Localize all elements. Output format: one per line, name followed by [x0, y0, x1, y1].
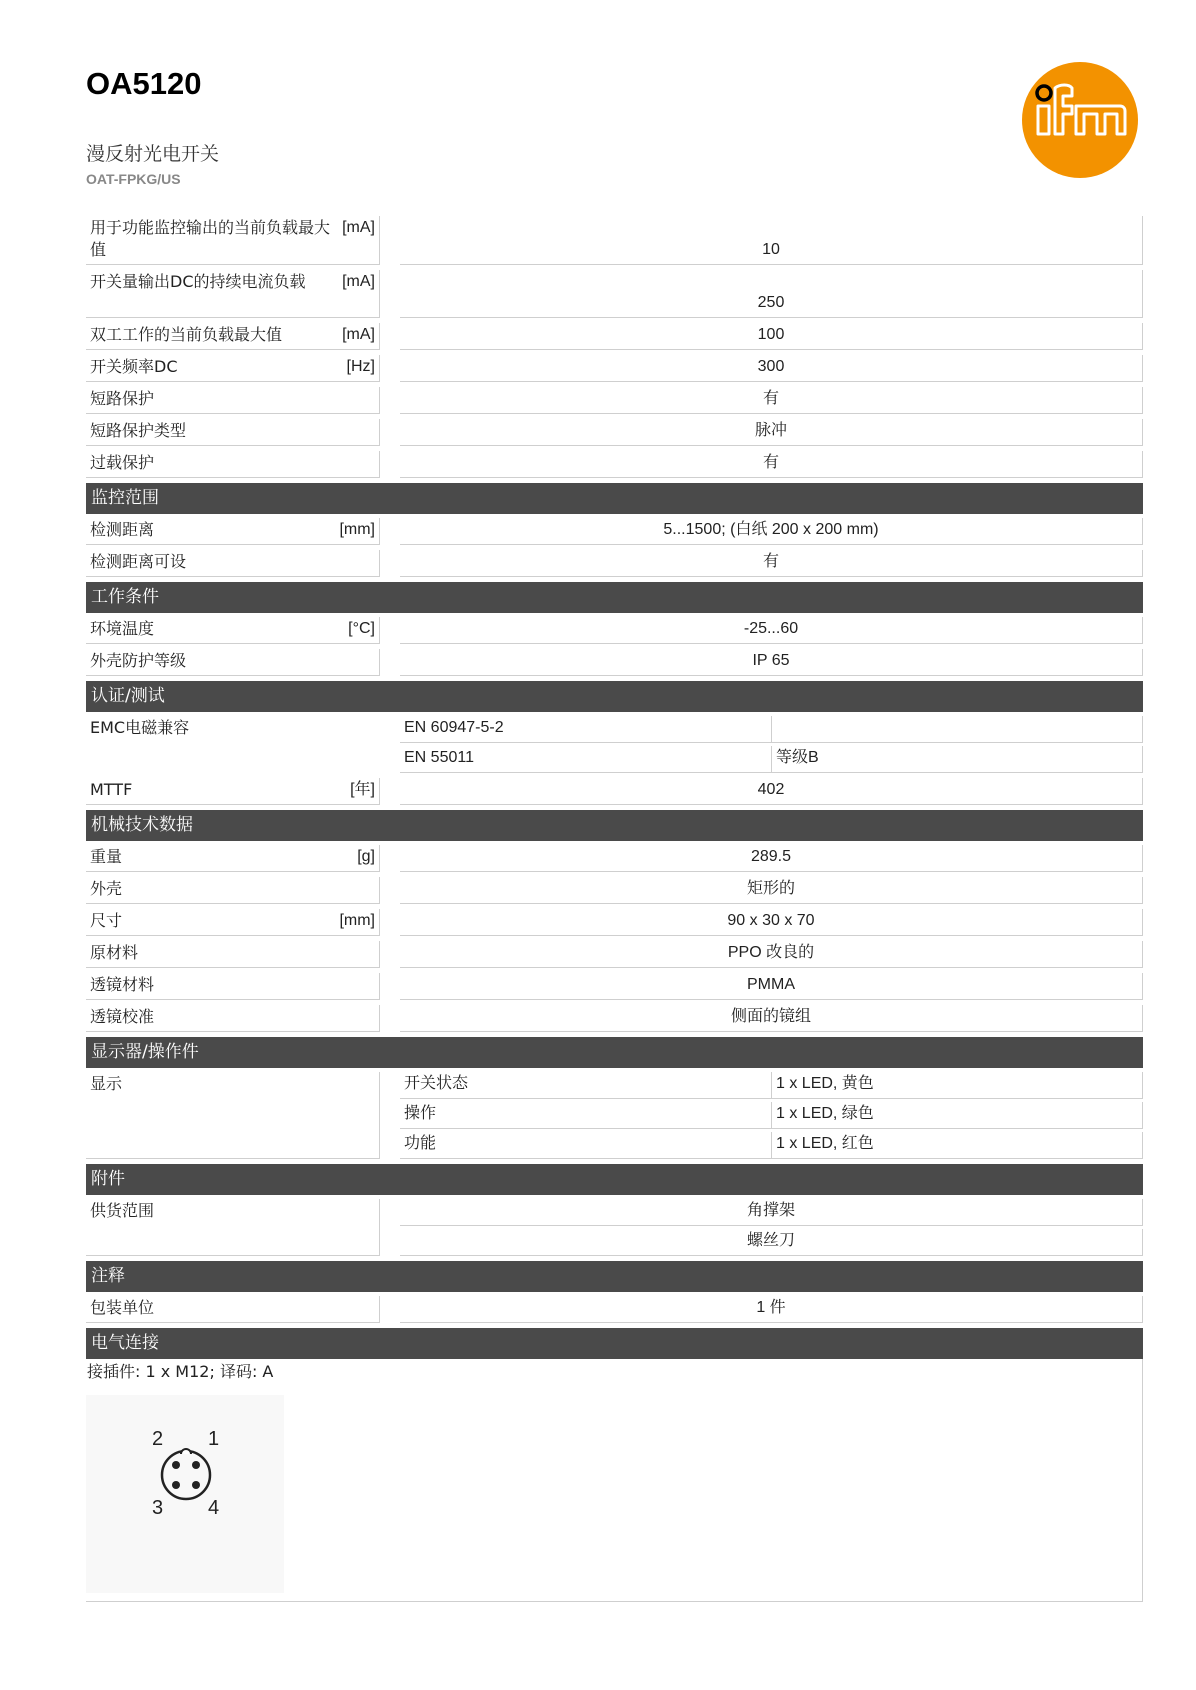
spec-value: 有: [400, 387, 1143, 414]
spec-row: [86, 451, 1143, 478]
emc-detail: [772, 716, 1143, 743]
spec-label-cell: [86, 716, 380, 773]
spec-label: 短路保护: [90, 389, 155, 408]
spec-unit: [mm]: [339, 912, 375, 929]
section-header-connection: 电气连接: [86, 1328, 1143, 1359]
spec-label-cell: [86, 550, 380, 577]
display-item-value: 1 x LED, 黄色: [772, 1072, 1143, 1099]
emc-standards: [400, 716, 1143, 773]
spec-label-cell: [86, 216, 380, 265]
display-item-row: [400, 1132, 1143, 1159]
spec-label: 双工工作的当前负载最大值: [90, 325, 283, 344]
spec-label-cell: [86, 355, 380, 382]
pin-3-label: 3: [152, 1497, 164, 1519]
spec-label: 外壳: [90, 879, 123, 898]
spec-label: 环境温度: [90, 619, 155, 638]
spec-label-cell: [86, 649, 380, 676]
pin-2-dot: [172, 1461, 180, 1469]
section-header-accessories: 附件: [86, 1164, 1143, 1195]
spec-value: 90 x 30 x 70: [400, 909, 1143, 936]
spec-value: PPO 改良的: [400, 941, 1143, 968]
spec-label-cell: [86, 617, 380, 644]
spec-row: [86, 270, 1143, 318]
spec-label-cell: [86, 973, 380, 1000]
spec-label: 过载保护: [90, 453, 155, 472]
spec-label: 外壳防护等级: [90, 651, 187, 670]
spec-label: 供货范围: [90, 1201, 155, 1220]
spec-label-cell: [86, 778, 380, 805]
spec-label: 显示: [90, 1074, 123, 1093]
spec-label: 开关量输出DC的持续电流负载: [90, 272, 306, 291]
display-item-name: 操作: [400, 1102, 772, 1129]
display-items: [400, 1072, 1143, 1159]
ifm-logo: [1022, 62, 1138, 182]
spec-value: 250: [400, 270, 1143, 318]
spec-value: PMMA: [400, 973, 1143, 1000]
accessory-row: [400, 1199, 1143, 1226]
product-code: OAT-FPKG/US: [86, 171, 181, 187]
spec-label: 尺寸: [90, 911, 123, 930]
spec-table: [86, 216, 1143, 1602]
spec-label-cell: [86, 518, 380, 545]
spec-row: [86, 550, 1143, 577]
spec-label-cell: [86, 451, 380, 478]
coding-key: [181, 1449, 191, 1454]
spec-label-cell: [86, 1072, 380, 1159]
section-header-range: 监控范围: [86, 483, 1143, 514]
product-description: 漫反射光电开关: [86, 143, 220, 165]
display-item-value: 1 x LED, 红色: [772, 1132, 1143, 1159]
spec-label-cell: [86, 1199, 380, 1256]
pin-4-dot: [192, 1481, 200, 1489]
emc-standard-row: [400, 746, 1143, 773]
spec-label: 透镜校准: [90, 1007, 155, 1026]
spec-value: 300: [400, 355, 1143, 382]
section-header-display: 显示器/操作件: [86, 1037, 1143, 1068]
pin-1-label: 1: [208, 1428, 220, 1450]
spec-row: [86, 649, 1143, 676]
spec-value: IP 65: [400, 649, 1143, 676]
m12-pinout-diagram: [136, 1425, 236, 1525]
section-header-approvals: 认证/测试: [86, 681, 1143, 712]
accessory-items: [400, 1199, 1143, 1256]
spec-row-accessories: [86, 1199, 1143, 1256]
section-header-remarks: 注释: [86, 1261, 1143, 1292]
spec-unit: [mA]: [342, 219, 375, 236]
display-item-value: 1 x LED, 绿色: [772, 1102, 1143, 1129]
spec-row: [86, 1296, 1143, 1323]
spec-value: 100: [400, 323, 1143, 350]
spec-unit: [mm]: [339, 521, 375, 538]
spec-label: EMC电磁兼容: [90, 718, 190, 737]
spec-row: [86, 909, 1143, 936]
section-header-mechanical: 机械技术数据: [86, 810, 1143, 841]
spec-label: 重量: [90, 847, 123, 866]
spec-value: -25...60: [400, 617, 1143, 644]
display-item-name: 功能: [400, 1132, 772, 1159]
spec-value: 矩形的: [400, 877, 1143, 904]
spec-label-cell: [86, 1296, 380, 1323]
spec-row-display: [86, 1072, 1143, 1159]
connector-outline: [162, 1451, 210, 1499]
pin-1-dot: [192, 1461, 200, 1469]
spec-row: [86, 355, 1143, 382]
spec-label: 开关频率DC: [90, 357, 178, 376]
spec-label-cell: [86, 270, 380, 318]
spec-row: [86, 518, 1143, 545]
spec-value: 1 件: [400, 1296, 1143, 1323]
spec-row: [86, 323, 1143, 350]
product-title: OA5120: [86, 66, 202, 101]
spec-label-cell: [86, 941, 380, 968]
section-header-conditions: 工作条件: [86, 582, 1143, 613]
display-item-row: [400, 1102, 1143, 1129]
spec-label: 原材料: [90, 943, 139, 962]
spec-label: 包装单位: [90, 1298, 155, 1317]
spec-row: [86, 387, 1143, 414]
spec-row: [86, 877, 1143, 904]
spec-label-cell: [86, 909, 380, 936]
spec-unit: [mA]: [342, 273, 375, 290]
emc-detail: 等级B: [772, 746, 1143, 773]
emc-standard: EN 55011: [400, 746, 772, 773]
accessory-item: 螺丝刀: [400, 1229, 1143, 1256]
spec-label-cell: [86, 1005, 380, 1032]
emc-standard: EN 60947-5-2: [400, 716, 772, 743]
spec-value: 10: [400, 216, 1143, 265]
spec-unit: [年]: [350, 781, 375, 798]
spec-row: [86, 419, 1143, 446]
spec-row: [86, 941, 1143, 968]
connector-description: 接插件: 1 x M12; 译码: A: [87, 1362, 274, 1381]
spec-label: MTTF: [90, 780, 133, 799]
spec-label: 检测距离可设: [90, 552, 187, 571]
spec-row: [86, 973, 1143, 1000]
spec-row: [86, 216, 1143, 265]
spec-label: 检测距离: [90, 520, 155, 539]
spec-unit: [Hz]: [346, 358, 375, 375]
spec-row: [86, 617, 1143, 644]
spec-row: [86, 778, 1143, 805]
pin-4-label: 4: [208, 1497, 220, 1519]
spec-value: 脉冲: [400, 419, 1143, 446]
pin-3-dot: [172, 1481, 180, 1489]
emc-standard-row: [400, 716, 1143, 743]
spec-label: 用于功能监控输出的当前负载最大值: [90, 218, 331, 259]
spec-value: 有: [400, 550, 1143, 577]
connection-block: [86, 1359, 1143, 1602]
spec-label-cell: [86, 419, 380, 446]
spec-value: 5...1500; (白纸 200 x 200 mm): [400, 518, 1143, 545]
spec-row-emc: [86, 716, 1143, 773]
spec-value: 289.5: [400, 845, 1143, 872]
spec-value: 有: [400, 451, 1143, 478]
spec-label: 透镜材料: [90, 975, 155, 994]
spec-unit: [°C]: [348, 620, 375, 637]
spec-value: 侧面的镜组: [400, 1005, 1143, 1032]
accessory-item: 角撑架: [400, 1199, 1143, 1226]
spec-label: 短路保护类型: [90, 421, 187, 440]
pin-2-label: 2: [152, 1428, 164, 1450]
spec-label-cell: [86, 877, 380, 904]
spec-row: [86, 1005, 1143, 1032]
spec-label-cell: [86, 387, 380, 414]
spec-row: [86, 845, 1143, 872]
spec-unit: [mA]: [342, 326, 375, 343]
spec-label-cell: [86, 845, 380, 872]
display-item-row: [400, 1072, 1143, 1099]
spec-label-cell: [86, 323, 380, 350]
spec-value: 402: [400, 778, 1143, 805]
display-item-name: 开关状态: [400, 1072, 772, 1099]
accessory-row: [400, 1229, 1143, 1256]
spec-unit: [g]: [357, 848, 375, 865]
